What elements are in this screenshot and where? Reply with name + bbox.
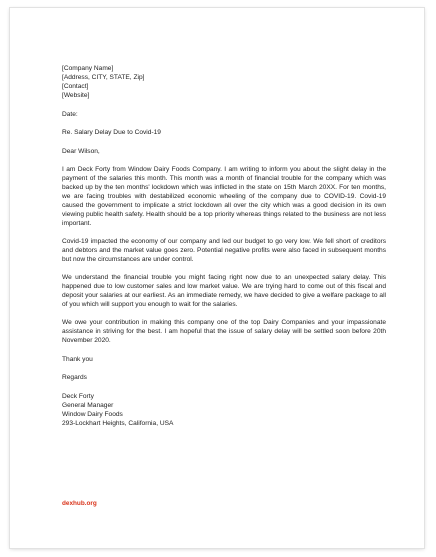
- contact-placeholder: [Contact]: [62, 83, 89, 90]
- company-name-placeholder: [Company Name]: [62, 65, 114, 72]
- signer-company: Window Dairy Foods: [62, 410, 123, 418]
- paragraph-impact: Covid-19 impacted the economy of our company and led our budget to go very low. We fell short of creditors and debtors and the market value goes zero. Potential negative profits were also faced in subsequent months but now the circumstances are under control.: [62, 238, 386, 263]
- subject-line: Re. Salary Delay Due to Covid-19: [62, 129, 161, 136]
- signer-address: 293-Lockhart Heights, California, USA: [62, 419, 174, 427]
- paragraph-remedy: We understand the financial trouble you might facing right now due to an unexpected salary delay. This happened due to low customer sales and low market value. We are trying hard to come out of this fiscal and deposit your salaries at our earliest. As an immediate remedy, we have decided to give a welfare package to all of you which will support you enough to wait for the salaries.: [62, 274, 386, 308]
- date-label: Date:: [62, 110, 78, 118]
- signer-name: Deck Forty: [62, 392, 94, 400]
- salutation: Dear Wilson,: [62, 147, 100, 155]
- watermark-link[interactable]: dexhub.org: [62, 500, 97, 507]
- signer-title: General Manager: [62, 401, 114, 409]
- letter-page: [10, 8, 424, 548]
- sender-block: [62, 64, 386, 100]
- address-placeholder: [Address, CITY, STATE, Zip]: [62, 74, 145, 81]
- signature-block: [62, 392, 386, 428]
- paragraph-closing: We owe your contribution in making this company one of the top Dairy Companies and your impassionate assistance in striving for the best. I am hopeful that the issue of salary delay will be settled soon before 20th November 2020.: [62, 319, 386, 344]
- website-placeholder: [Website]: [62, 92, 90, 99]
- paragraph-intro: I am Deck Forty from Window Dairy Foods Company. I am writing to inform you about the slight delay in the payment of the salaries this month. This month was a month of financial trouble for the company which was backed up by the ten months' lockdown which was inflicted in the state on 15th March 20XX. For ten months, we are facing troubles with destabilized economic wheeling of the company due to COVID-19. Covid-19 caused the government to implicate a strict lockdown all over the city which was a good decision in its own viewing public health safety. Health should be a top priority whereas things related to the business are not less important.: [62, 166, 386, 227]
- letter-body: [62, 64, 386, 428]
- closing-line: Regards: [62, 374, 87, 381]
- thanks-line: Thank you: [62, 355, 93, 363]
